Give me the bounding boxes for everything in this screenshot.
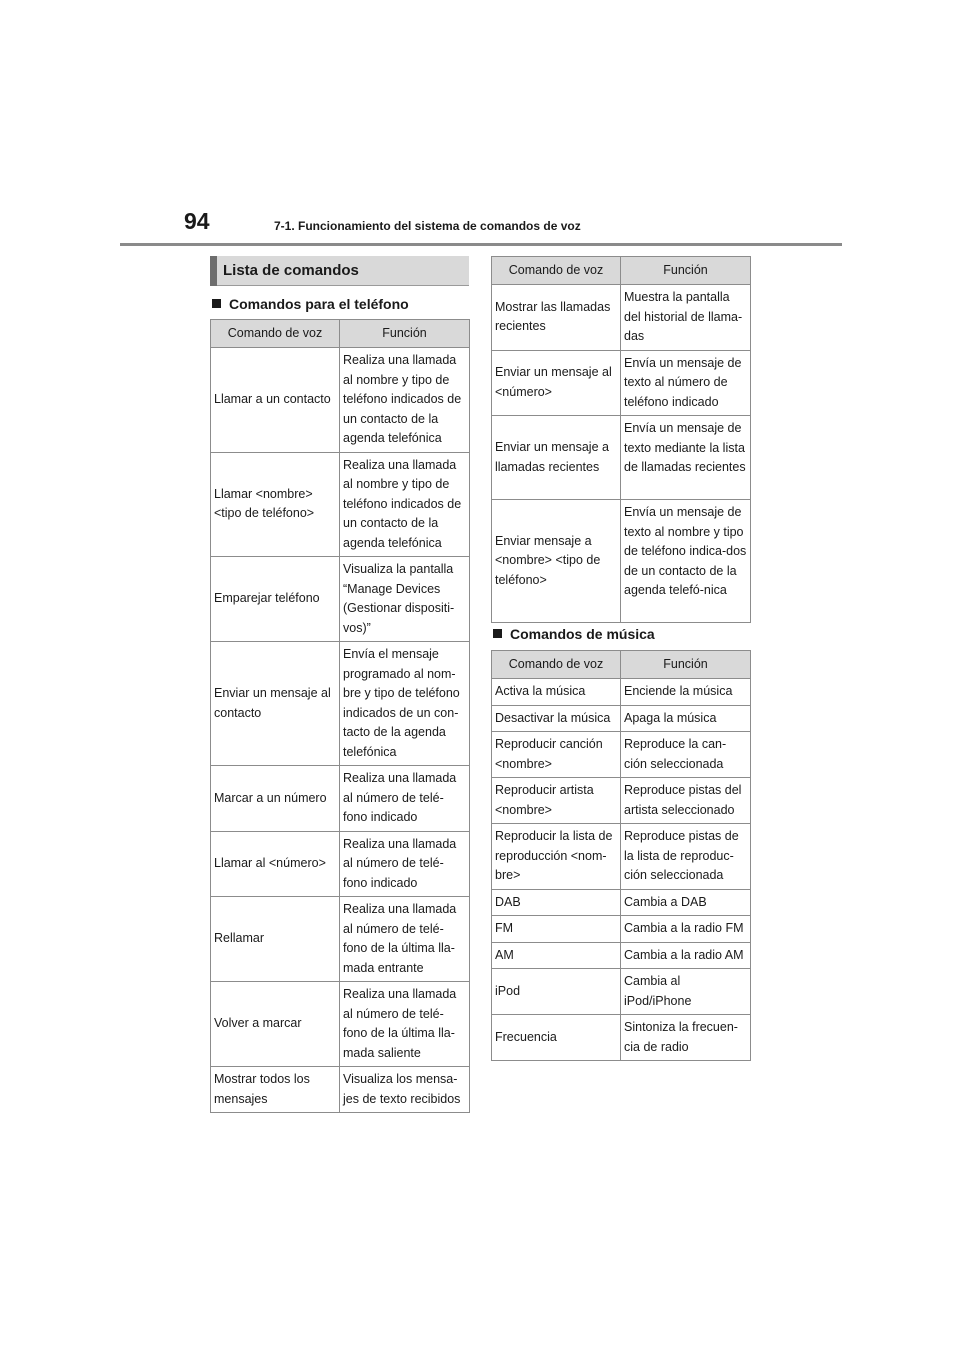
- voice-command-cell: FM: [492, 916, 621, 943]
- voice-command-cell: Reproducir canción <nombre>: [492, 732, 621, 778]
- column-header: Comando de voz: [211, 320, 340, 348]
- function-cell: Cambia al iPod/iPhone: [621, 969, 751, 1015]
- voice-command-cell: Enviar un mensaje a llamadas recientes: [492, 416, 621, 500]
- voice-command-cell: Llamar <nombre> <tipo de teléfono>: [211, 452, 340, 557]
- function-cell: Visualiza la pantalla “Manage Devices (Gestionar dispositi-vos)”: [340, 557, 470, 642]
- voice-command-cell: Volver a marcar: [211, 982, 340, 1067]
- table-row: [492, 1015, 751, 1061]
- table-header-row: [492, 651, 751, 679]
- table-row: [211, 557, 470, 642]
- column-header: Función: [340, 320, 470, 348]
- voice-command-cell: Mostrar las llamadas recientes: [492, 285, 621, 351]
- phone-commands-heading: [212, 296, 409, 312]
- table-row: [211, 982, 470, 1067]
- function-cell: Cambia a la radio FM: [621, 916, 751, 943]
- voice-command-cell: Llamar a un contacto: [211, 348, 340, 453]
- function-cell: Realiza una llamada al número de telé-fono indicado: [340, 831, 470, 897]
- function-cell: Cambia a la radio AM: [621, 942, 751, 969]
- voice-command-cell: AM: [492, 942, 621, 969]
- table-row: [492, 889, 751, 916]
- function-cell: Realiza una llamada al número de telé-fono indicado: [340, 766, 470, 832]
- section-title-box: [210, 256, 469, 286]
- table-header-row: [492, 257, 751, 285]
- music-commands-heading-text: Comandos de música: [510, 626, 655, 642]
- function-cell: Reproduce pistas del artista seleccionado: [621, 778, 751, 824]
- table-row: [492, 285, 751, 351]
- function-cell: Apaga la música: [621, 705, 751, 732]
- voice-command-cell: Emparejar teléfono: [211, 557, 340, 642]
- phone-commands-table: [210, 319, 470, 1113]
- table-row: [492, 732, 751, 778]
- music-commands-table: [491, 650, 751, 1061]
- music-commands-heading: [493, 626, 655, 642]
- column-header: Función: [621, 257, 751, 285]
- square-bullet-icon: [212, 299, 221, 308]
- function-cell: Realiza una llamada al número de telé-fono de la última lla-mada saliente: [340, 982, 470, 1067]
- function-cell: Envía un mensaje de texto al número de teléfono indicado: [621, 350, 751, 416]
- table-row: [492, 350, 751, 416]
- column-header: Comando de voz: [492, 257, 621, 285]
- function-cell: Realiza una llamada al nombre y tipo de teléfono indicados de un contacto de la agenda telefónica: [340, 348, 470, 453]
- function-cell: Reproduce la can-ción seleccionada: [621, 732, 751, 778]
- function-cell: Muestra la pantalla del historial de llama-das: [621, 285, 751, 351]
- function-cell: Visualiza los mensa-jes de texto recibidos: [340, 1067, 470, 1113]
- table-row: [492, 916, 751, 943]
- page-number: 94: [184, 208, 210, 234]
- voice-command-cell: Mostrar todos los mensajes: [211, 1067, 340, 1113]
- voice-command-cell: Enviar un mensaje al contacto: [211, 642, 340, 766]
- function-cell: Envía el mensaje programado al nom-bre y tipo de teléfono indicados de un con-tacto de la agenda telefónica: [340, 642, 470, 766]
- table-row: [211, 831, 470, 897]
- voice-command-cell: Reproducir artista <nombre>: [492, 778, 621, 824]
- table-row: [211, 1067, 470, 1113]
- function-cell: Sintoniza la frecuen-cia de radio: [621, 1015, 751, 1061]
- table-row: [492, 679, 751, 706]
- square-bullet-icon: [493, 629, 502, 638]
- voice-command-cell: iPod: [492, 969, 621, 1015]
- voice-command-cell: Marcar a un número: [211, 766, 340, 832]
- section-title: Lista de comandos: [223, 262, 359, 279]
- column-header: Comando de voz: [492, 651, 621, 679]
- table-row: [211, 452, 470, 557]
- table-row: [492, 942, 751, 969]
- column-header: Función: [621, 651, 751, 679]
- function-cell: Envía un mensaje de texto mediante la lista de llamadas recientes: [621, 416, 751, 500]
- table-row: [492, 416, 751, 500]
- function-cell: Envía un mensaje de texto al nombre y tipo de teléfono indica-dos de un contacto de la agenda telefó-nica: [621, 500, 751, 623]
- voice-command-cell: Llamar al <número>: [211, 831, 340, 897]
- phone-commands-heading-text: Comandos para el teléfono: [229, 296, 409, 312]
- voice-command-cell: DAB: [492, 889, 621, 916]
- table-row: [492, 969, 751, 1015]
- table-row: [211, 897, 470, 982]
- table-row: [211, 348, 470, 453]
- voice-command-cell: Rellamar: [211, 897, 340, 982]
- voice-command-cell: Desactivar la música: [492, 705, 621, 732]
- section-title-bar: [210, 256, 217, 286]
- function-cell: Realiza una llamada al número de telé-fono de la última lla-mada entrante: [340, 897, 470, 982]
- table-row: [492, 778, 751, 824]
- table-row: [492, 705, 751, 732]
- voice-command-cell: Enviar mensaje a <nombre> <tipo de teléfono>: [492, 500, 621, 623]
- voice-command-cell: Frecuencia: [492, 1015, 621, 1061]
- voice-command-cell: Enviar un mensaje al <número>: [492, 350, 621, 416]
- phone-commands-table-continued: [491, 256, 751, 623]
- header-rule: [120, 243, 842, 246]
- table-row: [211, 642, 470, 766]
- running-header: 7-1. Funcionamiento del sistema de comandos de voz: [274, 219, 581, 233]
- voice-command-cell: Activa la música: [492, 679, 621, 706]
- table-row: [492, 824, 751, 890]
- function-cell: Cambia a DAB: [621, 889, 751, 916]
- table-header-row: [211, 320, 470, 348]
- function-cell: Enciende la música: [621, 679, 751, 706]
- table-row: [211, 766, 470, 832]
- voice-command-cell: Reproducir la lista de reproducción <nom-bre>: [492, 824, 621, 890]
- function-cell: Realiza una llamada al nombre y tipo de teléfono indicados de un contacto de la agenda telefónica: [340, 452, 470, 557]
- table-row: [492, 500, 751, 623]
- function-cell: Reproduce pistas de la lista de reproduc-ción seleccionada: [621, 824, 751, 890]
